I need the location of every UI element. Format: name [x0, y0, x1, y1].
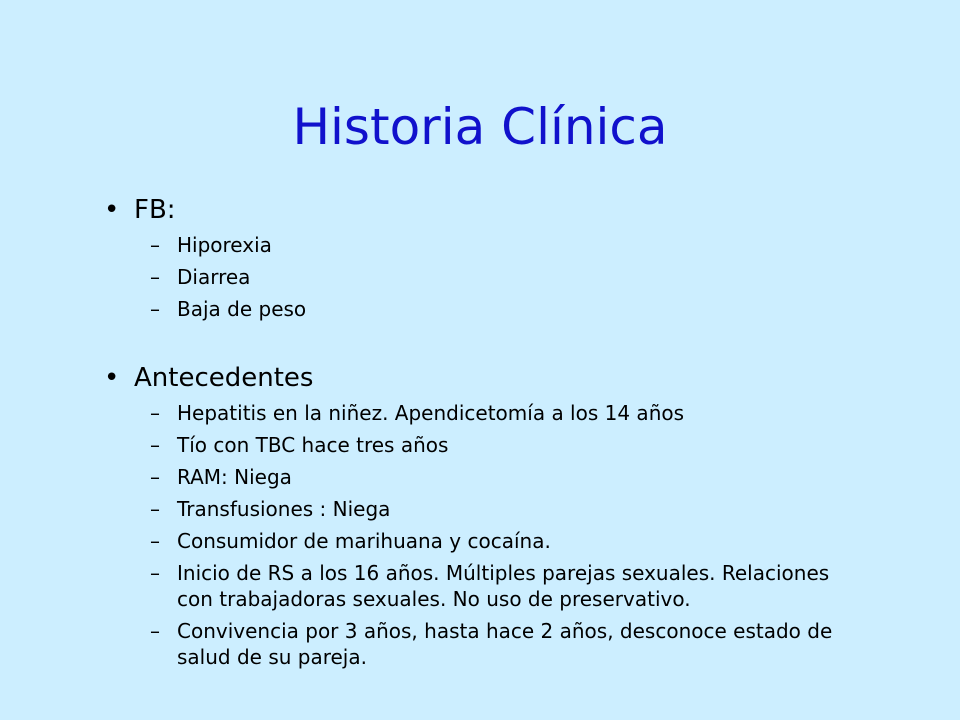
- section-fb-list: [150, 232, 857, 322]
- list-item: [150, 232, 857, 258]
- dash-icon: –: [150, 401, 160, 425]
- dash-icon: –: [150, 265, 160, 289]
- section-heading-label: Antecedentes: [134, 363, 314, 393]
- section-antecedentes-heading: [104, 362, 313, 394]
- list-item-text: RAM: Niega: [177, 465, 292, 489]
- dash-icon: –: [150, 529, 160, 553]
- list-item-text: Inicio de RS a los 16 años. Múltiples parejas sexuales. Relaciones con trabajadoras sexuales. No uso de preservativo.: [177, 561, 830, 611]
- list-item: [150, 296, 857, 322]
- list-item-text: Hiporexia: [177, 233, 272, 257]
- list-item: [150, 264, 857, 290]
- list-item: [150, 618, 857, 670]
- list-item-text: Baja de peso: [177, 297, 307, 321]
- list-item-text: Transfusiones : Niega: [177, 497, 391, 521]
- list-item: [150, 496, 857, 522]
- list-item: [150, 432, 857, 458]
- list-item-text: Consumidor de marihuana y cocaína.: [177, 529, 551, 553]
- bullet-icon: •: [104, 363, 120, 393]
- bullet-icon: •: [104, 195, 120, 225]
- list-item: [150, 464, 857, 490]
- list-item-text: Diarrea: [177, 265, 251, 289]
- dash-icon: –: [150, 233, 160, 257]
- list-item-text: Hepatitis en la niñez. Apendicetomía a los 14 años: [177, 401, 685, 425]
- list-item: [150, 528, 857, 554]
- section-heading-label: FB:: [134, 195, 176, 225]
- section-fb-heading: [104, 194, 176, 226]
- slide-title: Historia Clínica: [292, 98, 668, 156]
- list-item-text: Tío con TBC hace tres años: [177, 433, 449, 457]
- section-antecedentes-list: [150, 400, 857, 670]
- dash-icon: –: [150, 561, 160, 585]
- list-item-text: Convivencia por 3 años, hasta hace 2 años, desconoce estado de salud de su pareja.: [177, 619, 833, 669]
- dash-icon: –: [150, 497, 160, 521]
- dash-icon: –: [150, 297, 160, 321]
- dash-icon: –: [150, 433, 160, 457]
- dash-icon: –: [150, 465, 160, 489]
- list-item: [150, 560, 857, 612]
- list-item: [150, 400, 857, 426]
- dash-icon: –: [150, 619, 160, 643]
